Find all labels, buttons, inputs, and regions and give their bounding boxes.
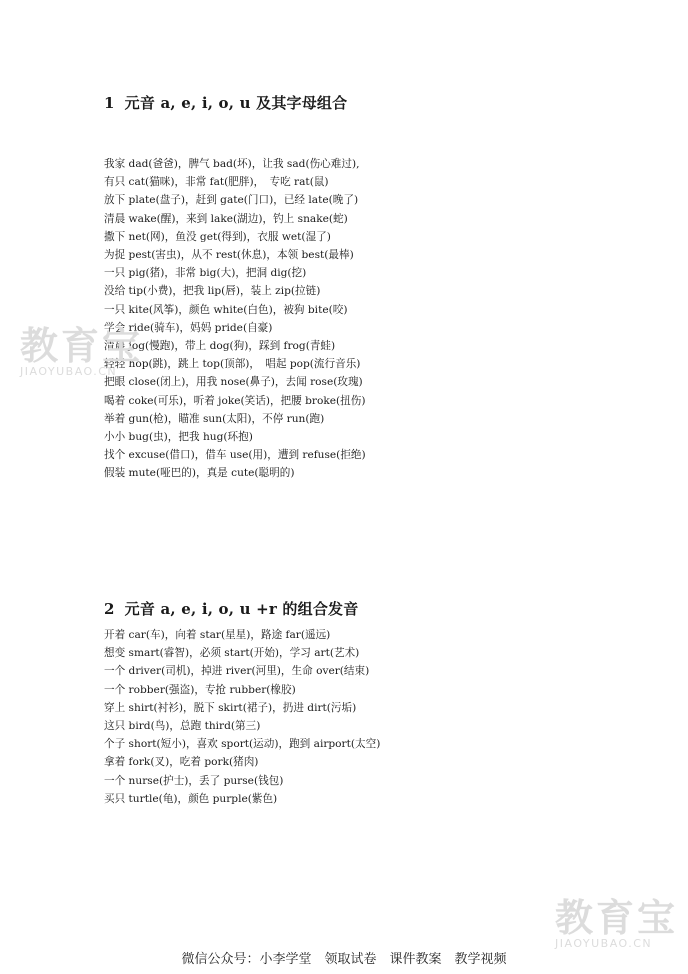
watermark-text-bottom: 教育宝 bbox=[555, 896, 679, 940]
rhyme-line: 个子 short(短小)，喜欢 sport(运动)，跑到 airport(太空) bbox=[104, 738, 381, 751]
section-1-title: 元音 a, e, i, o, u 及其字母组合 bbox=[124, 94, 348, 112]
rhyme-line: 有只 cat(猫咪)，非常 fat(肥胖)， 专吃 rat(鼠) bbox=[104, 176, 329, 189]
rhyme-line: 一个 robber(强盗)，专抢 rubber(橡胶) bbox=[104, 683, 296, 696]
rhyme-line: 这只 bird(鸟)，总跑 third(第三) bbox=[104, 720, 261, 733]
rhyme-line: 清晨 wake(醒)，来到 lake(湖边)，钓上 snake(蛇) bbox=[104, 212, 348, 225]
rhyme-line: 穿上 shirt(衬衫)，脱下 skirt(裙子)，扔进 dirt(污垢) bbox=[104, 701, 357, 714]
rhyme-line: 没给 tip(小费)，把我 lip(唇)，装上 zip(拉链) bbox=[104, 285, 321, 298]
rhyme-line: 喝着 coke(可乐)，听着 joke(笑话)，把腰 broke(扭伤) bbox=[104, 394, 366, 407]
rhyme-line: 一个 driver(司机)，掉进 river(河里)，生命 over(结束) bbox=[104, 665, 370, 678]
rhyme-line: 把眼 close(闭上)，用我 nose(鼻子)，去闻 rose(玫瑰) bbox=[104, 376, 363, 389]
watermark-subtext: JIAOYUBAO.CN bbox=[20, 365, 118, 378]
rhyme-line: 放下 plate(盘子)，赶到 gate(门口)，已经 late(晚了) bbox=[104, 194, 359, 207]
section-2-number: 2 bbox=[104, 600, 115, 618]
rhyme-line: 清晨 jog(慢跑)，带上 dog(狗)，踩到 frog(青蛙) bbox=[104, 340, 336, 353]
rhyme-line: 一个 nurse(护士)，丢了 purse(钱包) bbox=[104, 774, 284, 787]
section-1-lines bbox=[104, 155, 366, 483]
section-2-lines bbox=[104, 626, 380, 808]
watermark-logo-bottom bbox=[555, 898, 678, 950]
rhyme-line: 开着 car(车)，向着 star(星星)，路途 far(遥远) bbox=[104, 629, 331, 641]
rhyme-line: 一只 pig(猪)，非常 big(大)，把洞 dig(挖) bbox=[104, 267, 307, 280]
rhyme-line: 想变 smart(睿智)，必须 start(开始)，学习 art(艺术) bbox=[104, 647, 360, 660]
watermark-subtext-bottom: JIAOYUBAO.CN bbox=[555, 937, 653, 950]
rhyme-line: 轻轻 hop(跳)，跳上 top(顶部)， 唱起 pop(流行音乐) bbox=[104, 358, 361, 371]
rhyme-line: 找个 excuse(借口)，借车 use(用)，遭到 refuse(拒绝) bbox=[104, 449, 366, 462]
rhyme-line: 拿着 fork(叉)，吃着 pork(猪肉) bbox=[104, 756, 259, 769]
rhyme-line: 举着 gun(枪)，瞄准 sun(太阳)，不停 run(跑) bbox=[104, 412, 325, 425]
rhyme-line: 我家 dad(爸爸)，脾气 bad(坏)，让我 sad(伤心难过), bbox=[104, 158, 360, 170]
rhyme-line: 小小 bug(虫)，把我 hug(环抱) bbox=[104, 431, 253, 444]
rhyme-line: 学会 ride(骑车)，妈妈 pride(自豪) bbox=[104, 321, 273, 334]
rhyme-line: 一只 kite(风筝)，颜色 white(白色)，被狗 bite(咬) bbox=[104, 303, 348, 316]
watermark-text: 教育宝 bbox=[20, 324, 144, 368]
rhyme-line: 撒下 net(网)，鱼没 get(得到)，衣服 wet(湿了) bbox=[104, 230, 331, 243]
rhyme-line: 买只 turtle(龟)，颜色 purple(紫色) bbox=[104, 792, 278, 805]
rhyme-line: 为捉 pest(害虫)，从不 rest(休息)，本领 best(最棒) bbox=[104, 249, 354, 262]
footer-text: 微信公众号：小李学堂 领取试卷 课件教案 教学视频 bbox=[181, 952, 507, 967]
rhyme-line: 假装 mute(哑巴的)，真是 cute(聪明的) bbox=[104, 467, 295, 480]
section-1-number: 1 bbox=[104, 94, 115, 112]
section-1-heading bbox=[104, 92, 347, 113]
section-2-heading bbox=[104, 598, 358, 619]
section-2-title: 元音 a, e, i, o, u +r 的组合发音 bbox=[124, 600, 359, 618]
